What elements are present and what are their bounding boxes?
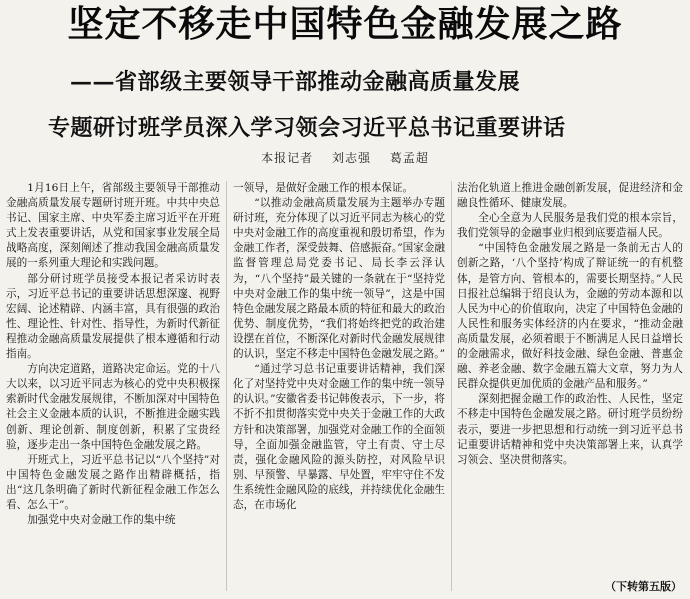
article-column-1 (6, 181, 220, 595)
author-name: 刘志强 (331, 151, 371, 165)
subheadline-line-1: ——省部级主要领导干部推动金融高质量发展 (70, 69, 521, 95)
paragraph: “中国特色金融发展之路是一条前无古人的创新之路，‘八个坚持’构成了辩证统一的有机整体，是管方向、管根本的，需要长期坚持。”人民日报社总编辑于绍良认为，金融的劳动本源和以人民为中心的价值取向，决定了中国特色金融的人民性和服务实体经济的内在要求，“推动金融高质量发展，必须着眼于不断满足人民日益增长的金融需求，做好科技金融、绿色金融、普惠金融、养老金融、数字金融五篇大文章，努力为人民群众提供更加优质的金融产品和服务。” (457, 242, 683, 391)
paragraph: 方向决定道路，道路决定命运。党的十八大以来，以习近平同志为核心的党中央积极探索新时代金融发展规律，不断加深对中国特色社会主义金融本质的认识，不断推进金融实践创新、理论创新、制度创新，积累了宝贵经验，逐步走出一条中国特色金融发展之路。 (6, 363, 220, 451)
byline (0, 150, 690, 166)
paragraph: “通过学习总书记重要讲话精神，我们深化了对坚持党中央对金融工作的集中统一领导的认识。”安徽省委书记韩俊表示，下一步，将不折不扣贯彻落实党中央关于金融工作的大政方针和决策部署，加强党对金融工作的全面领导，全面加强金融监管，守土有责、守土尽责，强化金融风险的源头防控，对风险早识别、早预警、早暴露、早处置，牢牢守住不发生系统性金融风险的底线，并持续优化金融生态，在市场化 (233, 363, 445, 511)
paragraph: 部分研讨班学员接受本报记者采访时表示，习近平总书记的重要讲话思想深邃、视野宏阔、论述精辟、内涵丰富，具有很强的政治性、理论性、针对性、指导性，为新时代新征程推动金融高质量发展提供了根本遵循和行动指南。 (6, 272, 220, 361)
column-divider (226, 181, 227, 591)
column-divider (451, 181, 452, 591)
author-name: 葛孟超 (389, 151, 429, 165)
subheadline-line-2: 专题研讨班学员深入学习领会习近平总书记重要讲话 (48, 115, 566, 141)
paragraph: 深刻把握金融工作的政治性、人民性，坚定不移走中国特色金融发展之路。研讨班学员纷纷表示，要进一步把思想和行动统一到习近平总书记重要讲话精神和党中央决策部署上来，认真学习领会、坚决贯彻落实。 (457, 393, 683, 466)
byline-role: 本报记者 (261, 151, 314, 165)
paragraph: 1月16日上午，省部级主要领导干部推动金融高质量发展专题研讨班开班。中共中央总书记、国家主席、中央军委主席习近平在开班式上发表重要讲话，从党和国家事业发展全局战略高度，深刻阐述了推动我国金融高质量发展的一系列重大理论和实践问题。 (6, 182, 220, 270)
continued-on-page-note: （下转第五版） (605, 580, 682, 593)
paragraph: 法治化轨道上推进金融创新发展，促进经济和金融良性循环、健康发展。 (457, 182, 683, 210)
paragraph: 开班式上，习近平总书记以“八个坚持”对中国特色金融发展之路作出精辟概括，指出“这几条明确了新时代新征程金融工作怎么看、怎么干”。 (6, 453, 220, 511)
headline: 坚定不移走中国特色金融发展之路 (67, 4, 623, 45)
article-column-2 (233, 181, 445, 595)
paragraph: 全心全意为人民服务是我们党的根本宗旨，我们党领导的金融事业归根到底要造福人民。 (457, 212, 683, 240)
paragraph: 一领导，是做好金融工作的根本保证。 (233, 182, 414, 194)
paragraph: “以推动金融高质量发展为主题举办专题研讨班，充分体现了以习近平同志为核心的党中央对金融工作的高度重视和殷切希望，作为金融工作者，深受鼓舞、倍感振奋。”国家金融监督管理总局党委书记、局长李云泽认为，“八个坚持”最关键的一条就在于“坚持党中央对金融工作的集中统一领导”，这是中国特色金融发展之路最本质的特征和最大的政治优势、制度优势，“我们将始终把党的政治建设摆在首位，不断深化对新时代金融发展规律的认识，坚定不移走中国特色金融发展之路。” (233, 197, 445, 361)
article-column-3 (457, 181, 683, 595)
paragraph: 加强党中央对金融工作的集中统 (27, 514, 176, 527)
